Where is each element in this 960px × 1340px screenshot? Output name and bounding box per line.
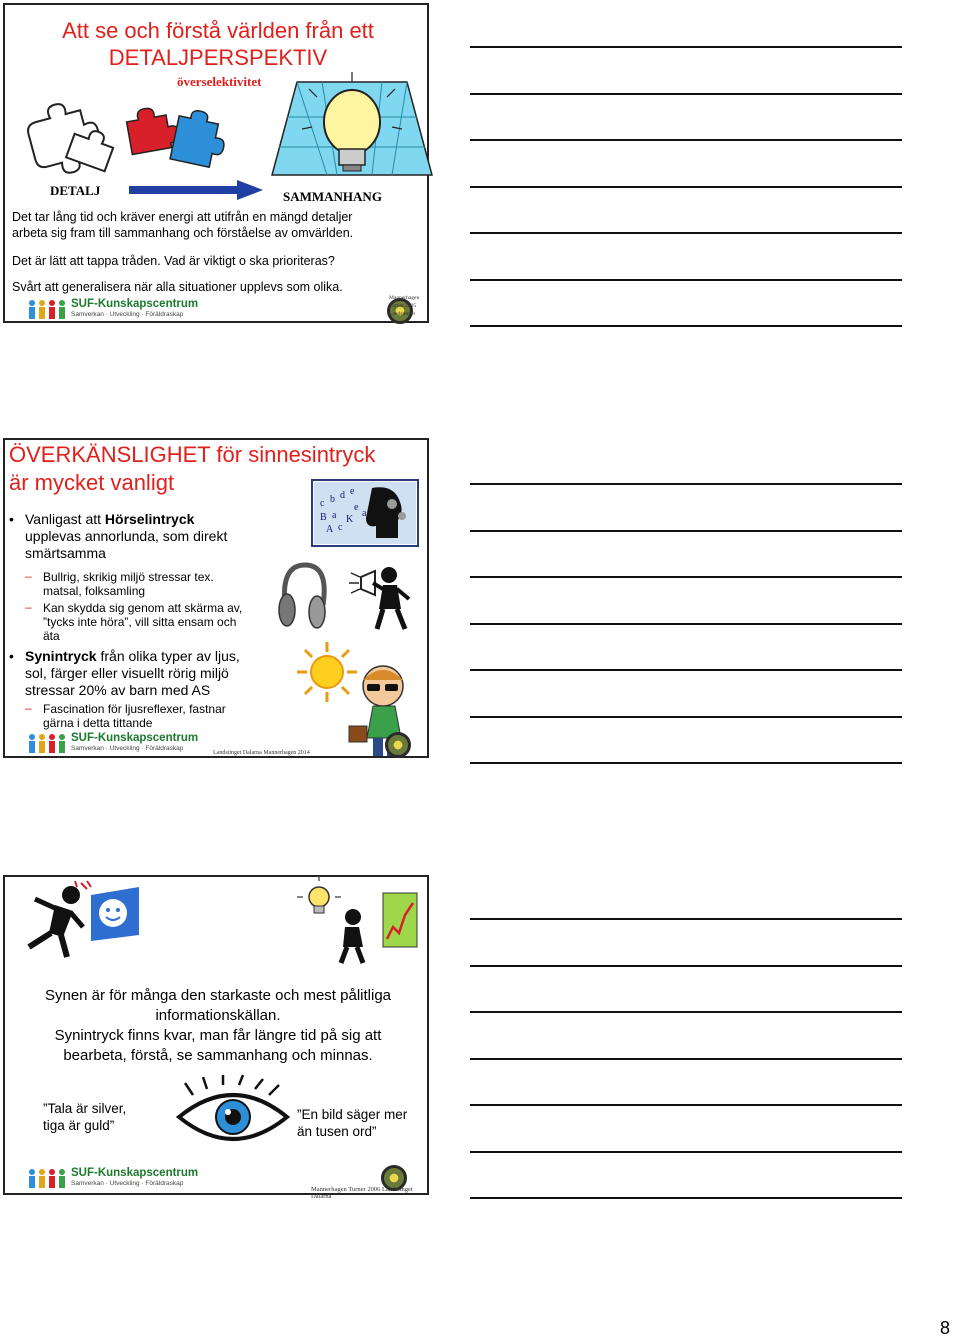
- text-line: arbeta sig fram till sammanhang och förståelse av omvärlden.: [12, 225, 354, 240]
- sammanhang-label: SAMMANHANG: [283, 189, 382, 204]
- notes-lines: [470, 483, 902, 809]
- title-line: är mycket vanligt: [9, 470, 175, 495]
- letter-glyph: a: [362, 508, 367, 519]
- bullet-bold: Synintryck: [25, 648, 97, 664]
- letter-glyph: K: [346, 514, 354, 525]
- letter-glyph: a: [332, 510, 337, 521]
- logo-brand: SUF-Kunskapscentrum: [71, 732, 199, 744]
- slide-detaljperspektiv: [3, 3, 429, 323]
- text-line: bearbeta, förstå, se sammanhang och minnas.: [63, 1047, 373, 1064]
- letter-glyph: A: [326, 524, 334, 535]
- sub-bullet-shield: [9, 601, 271, 643]
- credit-line: Turner 2005: [389, 303, 417, 309]
- bullet-text: upplevas annorlunda, som direkt: [25, 528, 228, 544]
- bullet-text: stressar 20% av barn med AS: [25, 682, 211, 698]
- logo-brand: SUF-Kunskapscentrum: [71, 298, 199, 310]
- arrow-right-icon: [129, 180, 264, 200]
- blue-puzzle-icon: [170, 108, 225, 170]
- question-text: Det är lätt att tappa tråden. Vad är viktigt o ska prioriteras?: [12, 254, 335, 268]
- eye-icon: [173, 1077, 293, 1153]
- vision-paragraph: [5, 986, 431, 1066]
- people-icon: [27, 298, 69, 322]
- letters-head-icon: [312, 480, 419, 548]
- sub-text: – Kan skydda sig genom att skärma av,: [43, 601, 243, 615]
- credit-line: Mannerhagen: [389, 295, 420, 301]
- logo-tagline: Samverkan · Utveckling · Föräldraskap: [71, 1180, 184, 1187]
- growth-chart-icon: [383, 893, 419, 949]
- generalize-text: Svårt att generalisera när alla situationer upplevs som olika.: [12, 280, 343, 294]
- letter-glyph: c: [320, 498, 325, 509]
- quote-silver: [43, 1100, 126, 1134]
- slide-overkanslighet: [3, 438, 429, 758]
- slide-footer: Mannerhagen Turner 2006 Landstinget Dalarna: [311, 1186, 413, 1200]
- sub-bullet-noise: [9, 570, 271, 598]
- lightbulb-puzzle-icon: [267, 77, 435, 177]
- quote-line: ”Tala är silver,: [43, 1101, 127, 1116]
- logo-tagline: Samverkan · Utveckling · Föräldraskap: [71, 311, 184, 318]
- sub-text: – Bullrig, skrikig miljö stressar tex.: [43, 570, 214, 584]
- sub-text: ”tycks inte höra”, vill sitta ensam och: [43, 615, 237, 629]
- detalj-label: DETALJ: [50, 183, 101, 198]
- bullet-list: [9, 511, 271, 730]
- bullet-bold: Hörselintryck: [104, 511, 195, 527]
- bullet-hearing: [9, 511, 271, 562]
- credit-line: Landstinget: [389, 311, 415, 317]
- quote-line: än tusen ord”: [297, 1124, 377, 1139]
- landstinget-seal-icon: [385, 732, 411, 758]
- white-puzzle-icon: [20, 95, 115, 175]
- slide-footer: Landstinget Dalarna Mannerhagen 2014: [213, 750, 310, 756]
- letter-glyph: e: [350, 486, 355, 497]
- notes-lines: [470, 46, 902, 372]
- bullet-text: sol, färger eller visuellt rörig miljö: [25, 665, 229, 681]
- megaphone-figure-icon: [347, 563, 423, 633]
- page-number: 8: [940, 1318, 951, 1338]
- sub-text: äta: [43, 629, 60, 643]
- quote-picture: [297, 1106, 407, 1140]
- quote-line: ”En bild säger mer: [297, 1107, 408, 1122]
- logo-brand: SUF-Kunskapscentrum: [71, 1167, 199, 1179]
- bullet-vision: [9, 648, 271, 699]
- text-line: informationskällan.: [155, 1007, 281, 1024]
- letter-glyph: B: [320, 512, 327, 523]
- slide-title: [5, 17, 431, 71]
- idea-figure-icon: [293, 879, 383, 965]
- notes-lines: [470, 918, 902, 1244]
- headphones-icon: [277, 560, 327, 635]
- text-line: Synintryck finns kvar, man får längre tid på sig att: [54, 1027, 382, 1044]
- text-line: Det tar lång tid och kräver energi att utifrån en mängd detaljer: [12, 210, 353, 224]
- title-line: DETALJPERSPEKTIV: [108, 45, 328, 70]
- letter-glyph: c: [338, 522, 343, 533]
- logo-tagline: Samverkan · Utveckling · Föräldraskap: [71, 745, 184, 752]
- title-line: Att se och förstå världen från ett: [62, 18, 374, 43]
- letter-glyph: e: [354, 502, 359, 513]
- slide-synen: [3, 875, 429, 1200]
- letter-glyph: d: [340, 490, 345, 501]
- people-icon: [27, 732, 69, 756]
- people-icon: [27, 1167, 69, 1191]
- letter-glyph: b: [330, 494, 335, 505]
- sub-text: gärna i detta tittande: [43, 716, 153, 730]
- bullet-text: Vanligast att: [25, 511, 105, 527]
- sub-bullet-light: [9, 702, 271, 730]
- sub-text: matsal, folksamling: [43, 584, 146, 598]
- text-line: Synen är för många den starkaste och mest pålitliga: [44, 987, 392, 1004]
- title-line: ÖVERKÄNSLIGHET för sinnesintryck: [9, 442, 376, 467]
- sub-text: – Fascination för ljusreflexer, fastnar: [43, 702, 226, 716]
- bullet-text: smärtsamma: [25, 545, 106, 561]
- credit-text: [389, 294, 419, 318]
- slide-subtitle: överselektivitet: [177, 74, 262, 89]
- bullet-text: från olika typer av ljus,: [96, 648, 240, 664]
- smiley-tile-icon: [87, 885, 143, 943]
- quote-line: tiga är guld”: [43, 1118, 115, 1133]
- description-text: [12, 210, 353, 241]
